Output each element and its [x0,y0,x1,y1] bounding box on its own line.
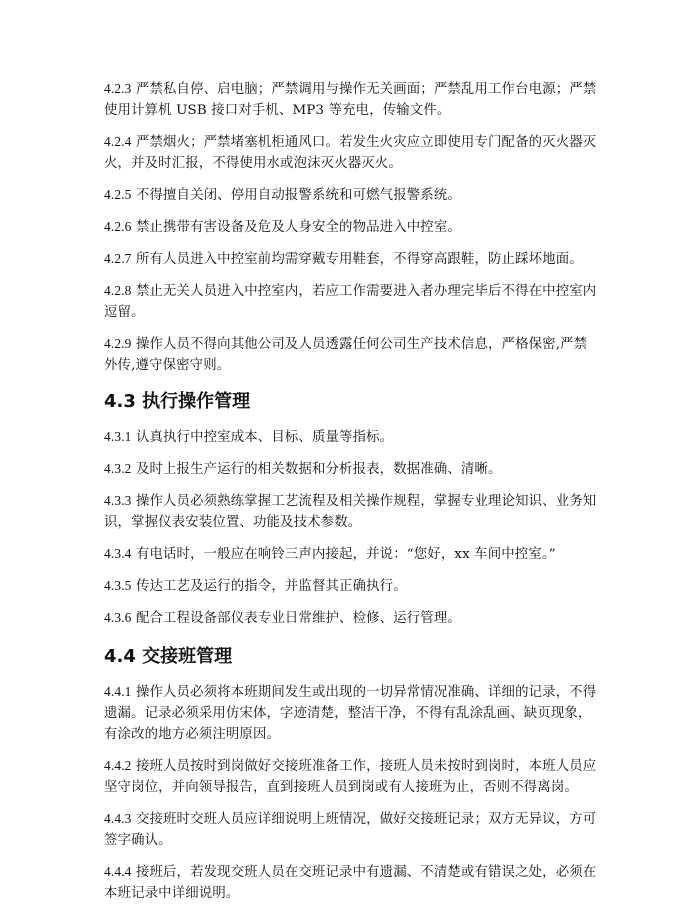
clause-4-3-3 [104,490,598,533]
clause-number: 4.3.3 [104,493,132,508]
clause-text: 操作人员不得向其他公司及人员透露任何公司生产技术信息，严格保密,严禁外传,遵守保密守则。 [104,337,588,373]
clause-text: 接班后，若发现交班人员在交班记录中有遗漏、不清楚或有错误之处，必须在本班记录中详细说明。 [104,865,597,901]
clause-number: 4.3.4 [104,546,132,561]
clause-4-4-1 [104,681,598,745]
clause-text: 配合工程设备部仪表专业日常维护、检修、运行管理。 [131,611,461,626]
clause-text: 认真执行中控室成本、目标、质量等指标。 [131,430,394,445]
clause-4-3-4 [104,543,598,565]
clause-4-4-2 [104,755,598,798]
clause-number: 4.4.1 [104,684,132,699]
clause-4-2-9 [104,333,598,376]
clause-number: 4.3.5 [104,578,132,593]
clause-text: 交接班时交班人员应详细说明上班情况，做好交接班记录；双方无异议，方可签字确认。 [104,812,597,848]
clause-text: 传达工艺及运行的指令，并监督其正确执行。 [131,579,407,594]
clause-number: 4.2.9 [104,336,132,351]
clause-text: 所有人员进入中控室前均需穿戴专用鞋套，不得穿高跟鞋，防止踩坏地面。 [131,252,583,267]
section-heading-4-4: 4.4 交接班管理 [104,646,233,667]
clause-4-2-8 [104,280,598,323]
clause-text: 禁止携带有害设备及危及人身安全的物品进入中控室。 [131,220,461,235]
clause-4-2-6 [104,216,598,238]
clause-text: 及时上报生产运行的相关数据和分析报表，数据准确、清晰。 [131,462,502,477]
clause-4-2-7 [104,248,598,270]
clause-4-3-5 [104,575,598,597]
clause-4-3-2 [104,458,598,480]
clause-number: 4.2.5 [104,187,132,202]
clause-text: 操作人员必须熟练掌握工艺流程及相关操作规程，掌握专业理论知识、业务知识，掌握仪表安装位置、功能及技术参数。 [104,494,597,530]
clause-number: 4.3.6 [104,610,132,625]
document-page [104,78,598,914]
clause-number: 4.2.7 [104,251,132,266]
clause-number: 4.4.2 [104,758,132,773]
clause-text: 严禁私自停、启电脑；严禁调用与操作无关画面；严禁乱用工作台电源；严禁使用计算机 USB 接口对手机、MP3 等充电，传输文件。 [104,82,597,118]
clause-4-4-4 [104,861,598,904]
clause-4-4-3 [104,808,598,851]
clause-text: 有电话时，一般应在响铃三声内接起，并说：“您好，xx 车间中控室。” [131,547,556,562]
clause-4-2-3 [104,78,598,121]
clause-4-3-1 [104,426,598,448]
clause-4-2-5 [104,184,598,206]
clause-number: 4.4.4 [104,864,132,879]
clause-number: 4.2.3 [104,81,132,96]
clause-number: 4.2.8 [104,283,132,298]
clause-text: 操作人员必须将本班期间发生或出现的一切异常情况准确、详细的记录，不得遗漏。记录必须采用仿宋体，字迹清楚，整洁干净，不得有乱涂乱画、缺页现象，有涂改的地方必须注明原因。 [104,685,597,742]
section-heading-4-3: 4.3 执行操作管理 [104,391,251,412]
clause-number: 4.2.4 [104,134,132,149]
clause-4-2-4 [104,131,598,174]
clause-number: 4.2.6 [104,219,132,234]
clause-number: 4.3.1 [104,429,132,444]
clause-number: 4.3.2 [104,461,132,476]
clause-text: 禁止无关人员进入中控室内，若应工作需要进入者办理完毕后不得在中控室内逗留。 [104,284,597,320]
clause-text: 接班人员按时到岗做好交接班准备工作，接班人员未按时到岗时，本班人员应坚守岗位，并向领导报告，直到接班人员到岗或有人接班为止，否则不得离岗。 [104,759,597,795]
clause-number: 4.4.3 [104,811,132,826]
clause-text: 严禁烟火；严禁堵塞机柜通风口。若发生火灾应立即使用专门配备的灭火器灭火，并及时汇报，不得使用水或泡沫灭火器灭火。 [104,135,597,171]
clause-text: 不得擅自关闭、停用自动报警系统和可燃气报警系统。 [131,188,461,203]
clause-4-3-6 [104,607,598,629]
